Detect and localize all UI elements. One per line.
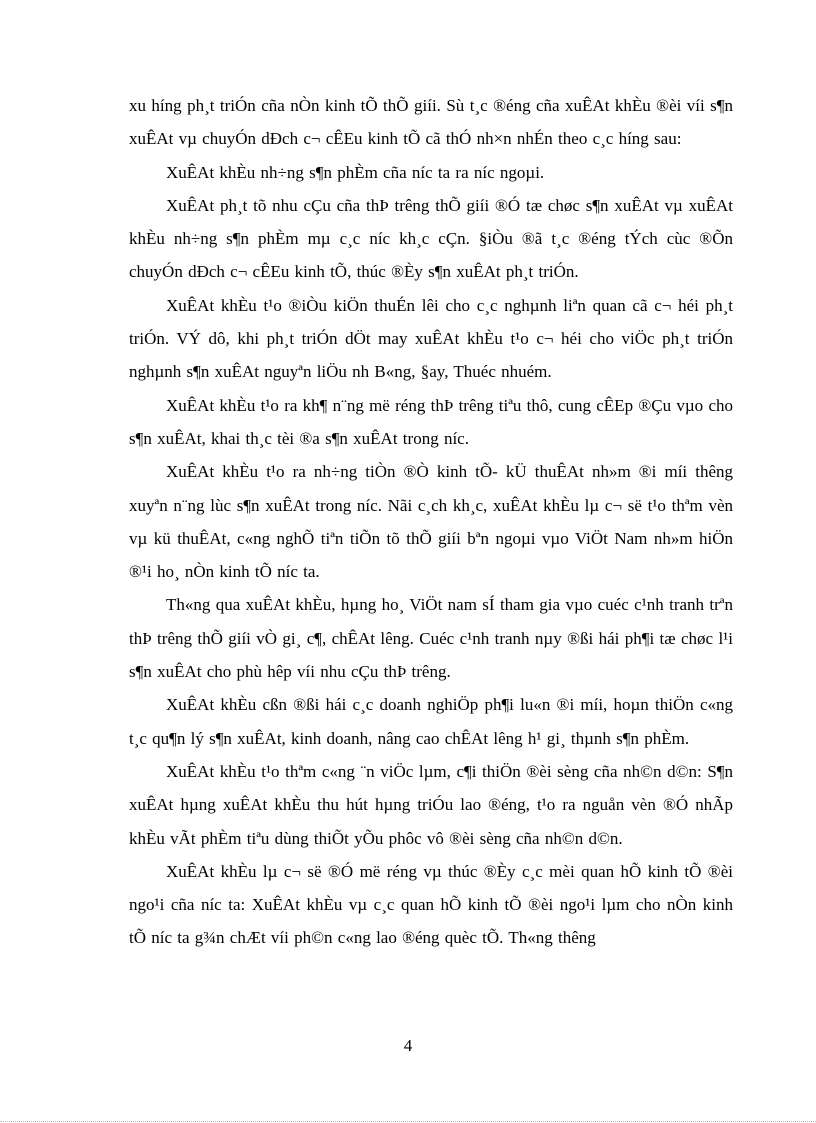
paragraph: XuÊAt khÈu t¹o ra nh÷ng tiÒn ®Ò kinh tÕ- kÜ thuÊAt nh»m ®i míi thêng xuyªn n¨ng lùc s¶n xuÊAt trong níc. Nãi c¸ch kh¸c, xuÊAt khÈu lµ c¬ së t¹o thªm vèn vµ kü thuÊAt, c«ng nghÕ tiªn tiÕn tõ thÕ giíi bªn ngoµi vµo ViÖt Nam nh»m hiÖn ®¹i ho¸ nÒn kinh tÕ níc ta. (129, 462, 733, 582)
paragraph: XuÊAt khÈu t¹o ®iÒu kiÖn thuÉn lêi cho c¸c nghµnh liªn quan cã c¬ héi ph¸t triÓn. VÝ dô, khi ph¸t triÓn dÖt may xuÊAt khÈu t¹o c¬ héi cho viÖc ph¸t triÓn nghµnh s¶n xuÊAt nguyªn liÖu nh B«ng, §ay, Thuéc nhuém. (129, 295, 733, 382)
page-number: 4 (403, 1036, 413, 1055)
paragraph: XuÊAt khÈu t¹o ra kh¶ n¨ng më réng thÞ trêng tiªu thô, cung cÊEp ®Çu vµo cho s¶n xuÊAt, khai th¸c tèi ®a s¶n xuÊAt trong níc. (129, 395, 733, 448)
paragraph: XuÊAt khÈu t¹o thªm c«ng ¨n viÖc lµm, c¶i thiÖn ®èi sèng cña nh©n d©n: S¶n xuÊAt hµng xuÊAt khÈu thu hút hµng triÓu lao ®éng, t¹o ra nguån vèn ®Ó nhÃp khÈu vÃt phÈm tiªu dùng thiÕt yÕu phôc vô ®èi sèng cña nh©n d©n. (129, 761, 733, 848)
paragraph: Th«ng qua xuÊAt khÈu, hµng ho¸ ViÖt nam sÍ tham gia vµo cuéc c¹nh tranh trªn thÞ trêng thÕ giíi vÒ gi¸ c¶, chÊAt lêng. Cuéc c¹nh tranh nµy ®ßi hái ph¶i tæ chøc l¹i s¶n xuÊAt cho phù hêp víi nhu cÇu thÞ trêng. (129, 595, 733, 682)
paragraph: XuÊAt ph¸t tõ nhu cÇu cña thÞ trêng thÕ giíi ®Ó tæ chøc s¶n xuÊAt vµ xuÊAt khÈu nh÷ng s¶n phÈm mµ c¸c níc kh¸c cÇn. §iÒu ®ã t¸c ®éng tÝch cùc ®Õn chuyÓn dÐch c¬ cÊEu kinh tÕ, thúc ®Èy s¶n xuÊAt ph¸t triÓn. (129, 195, 733, 282)
paragraph: XuÊAt khÈu cßn ®ßi hái c¸c doanh nghiÖp ph¶i lu«n ®i míi, hoµn thiÖn c«ng t¸c qu¶n lý s¶n xuÊAt, kinh doanh, nâng cao chÊAt lêng h¹ gi¸ thµnh s¶n phÈm. (129, 695, 733, 748)
page-bottom-divider (0, 1121, 816, 1122)
paragraph: XuÊAt khÈu nh÷ng s¶n phÈm cña níc ta ra níc ngoµi. (166, 162, 545, 182)
body-text (129, 89, 733, 955)
paragraph: XuÊAt khÈu lµ c¬ së ®Ó më réng vµ thúc ®Èy c¸c mèi quan hÕ kinh tÕ ®èi ngo¹i cña níc ta: XuÊAt khÈu vµ c¸c quan hÕ kinh tÕ ®èi ngo¹i lµm cho nÒn kinh tÕ níc ta g¾n chÆt víi ph©n c«ng lao ®éng quèc tÕ. Th«ng thêng (129, 861, 733, 948)
paragraph-continuation: xu híng ph¸t triÓn cña nÒn kinh tÕ thÕ giíi. Sù t¸c ®éng cña xuÊAt khÈu ®èi víi s¶n xuÊAt vµ chuyÓn dÐch c¬ cÊEu kinh tÕ cã thÓ nh×n nhÉn theo c¸c híng sau: (129, 96, 733, 149)
